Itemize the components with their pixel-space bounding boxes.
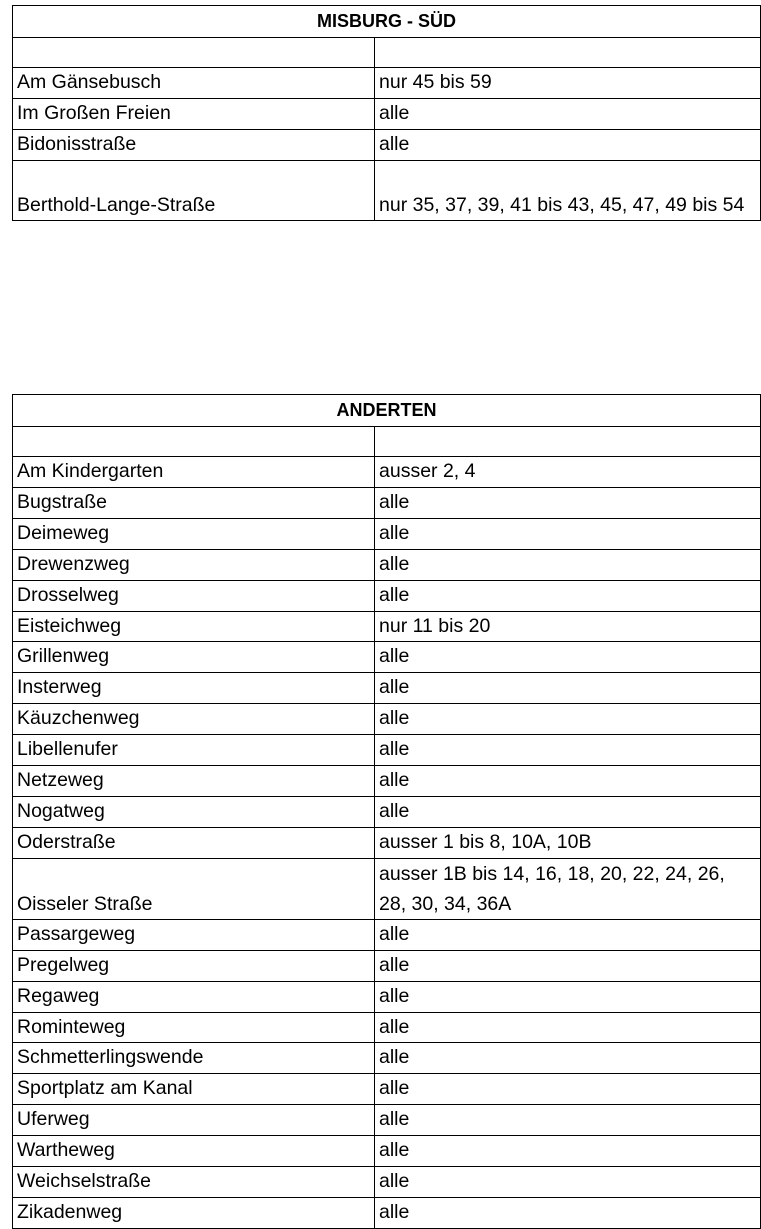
street-cell: Oisseler Straße <box>13 858 375 919</box>
house-numbers-cell: alle <box>375 1167 761 1198</box>
street-cell: Pregelweg <box>13 950 375 981</box>
street-cell: Weichselstraße <box>13 1167 375 1198</box>
house-numbers-cell: alle <box>375 1136 761 1167</box>
house-numbers-cell: alle <box>375 796 761 827</box>
table-row <box>13 457 761 488</box>
house-numbers-cell: ausser 1B bis 14, 16, 18, 20, 22, 24, 26, 28, 30, 34, 36A <box>375 858 761 919</box>
table-row <box>13 704 761 735</box>
street-cell: Zikadenweg <box>13 1197 375 1228</box>
street-cell: Oderstraße <box>13 827 375 858</box>
house-numbers-cell: alle <box>375 642 761 673</box>
street-cell: Am Gänsebusch <box>13 68 375 99</box>
empty-cell <box>375 427 761 457</box>
table-row <box>13 1043 761 1074</box>
table-row <box>13 487 761 518</box>
street-cell: Drosselweg <box>13 580 375 611</box>
street-cell: Schmetterlingswende <box>13 1043 375 1074</box>
table-row <box>13 1136 761 1167</box>
street-cell: Netzeweg <box>13 766 375 797</box>
street-cell: Am Kindergarten <box>13 457 375 488</box>
table-row <box>13 858 761 919</box>
empty-cell <box>13 38 375 68</box>
table-row <box>13 796 761 827</box>
street-cell: Grillenweg <box>13 642 375 673</box>
empty-cell <box>13 427 375 457</box>
house-numbers-cell: alle <box>375 735 761 766</box>
table-row <box>13 735 761 766</box>
table-misburg-sued <box>12 5 761 221</box>
table-row <box>13 1105 761 1136</box>
house-numbers-cell: alle <box>375 518 761 549</box>
street-cell: Bugstraße <box>13 487 375 518</box>
house-numbers-cell: alle <box>375 580 761 611</box>
street-cell: Käuzchenweg <box>13 704 375 735</box>
table-row <box>13 642 761 673</box>
house-numbers-cell: alle <box>375 1074 761 1105</box>
empty-cell <box>375 38 761 68</box>
house-numbers-cell: nur 45 bis 59 <box>375 68 761 99</box>
house-numbers-cell: ausser 2, 4 <box>375 457 761 488</box>
house-numbers-cell: nur 35, 37, 39, 41 bis 43, 45, 47, 49 bis 54 <box>375 160 761 220</box>
house-numbers-cell: alle <box>375 98 761 129</box>
house-numbers-cell: alle <box>375 1105 761 1136</box>
table-row <box>13 1074 761 1105</box>
street-cell: Eisteichweg <box>13 611 375 642</box>
table-row <box>13 1167 761 1198</box>
table-row <box>13 129 761 160</box>
table-row <box>13 549 761 580</box>
table-header-row <box>13 395 761 427</box>
house-numbers-cell: alle <box>375 919 761 950</box>
street-cell: Berthold-Lange-Straße <box>13 160 375 220</box>
house-numbers-cell: alle <box>375 673 761 704</box>
street-cell: Regaweg <box>13 981 375 1012</box>
street-cell: Nogatweg <box>13 796 375 827</box>
table-row <box>13 580 761 611</box>
table-row <box>13 160 761 220</box>
street-cell: Im Großen Freien <box>13 98 375 129</box>
street-cell: Insterweg <box>13 673 375 704</box>
table-row <box>13 611 761 642</box>
street-cell: Uferweg <box>13 1105 375 1136</box>
table-anderten <box>12 394 761 1229</box>
table-row <box>13 673 761 704</box>
table-row <box>13 919 761 950</box>
house-numbers-cell: alle <box>375 981 761 1012</box>
blank-row <box>13 427 761 457</box>
house-numbers-cell: alle <box>375 129 761 160</box>
house-numbers-cell: alle <box>375 704 761 735</box>
house-numbers-cell: nur 11 bis 20 <box>375 611 761 642</box>
house-numbers-cell: alle <box>375 487 761 518</box>
house-numbers-cell: alle <box>375 766 761 797</box>
table-title: ANDERTEN <box>13 395 761 427</box>
table-row <box>13 766 761 797</box>
table-row <box>13 981 761 1012</box>
house-numbers-cell: alle <box>375 1197 761 1228</box>
table-row <box>13 950 761 981</box>
street-cell: Libellenufer <box>13 735 375 766</box>
house-numbers-cell: ausser 1 bis 8, 10A, 10B <box>375 827 761 858</box>
table-row <box>13 518 761 549</box>
house-numbers-cell: alle <box>375 1043 761 1074</box>
street-cell: Drewenzweg <box>13 549 375 580</box>
house-numbers-cell: alle <box>375 950 761 981</box>
house-numbers-cell: alle <box>375 1012 761 1043</box>
blank-row <box>13 38 761 68</box>
street-cell: Wartheweg <box>13 1136 375 1167</box>
street-cell: Deimeweg <box>13 518 375 549</box>
table-row <box>13 1197 761 1228</box>
street-cell: Bidonisstraße <box>13 129 375 160</box>
table-row <box>13 68 761 99</box>
table-header-row <box>13 6 761 38</box>
table-row <box>13 1012 761 1043</box>
street-cell: Sportplatz am Kanal <box>13 1074 375 1105</box>
street-cell: Rominteweg <box>13 1012 375 1043</box>
table-title: MISBURG - SÜD <box>13 6 761 38</box>
table-row <box>13 827 761 858</box>
street-cell: Passargeweg <box>13 919 375 950</box>
house-numbers-cell: alle <box>375 549 761 580</box>
table-row <box>13 98 761 129</box>
